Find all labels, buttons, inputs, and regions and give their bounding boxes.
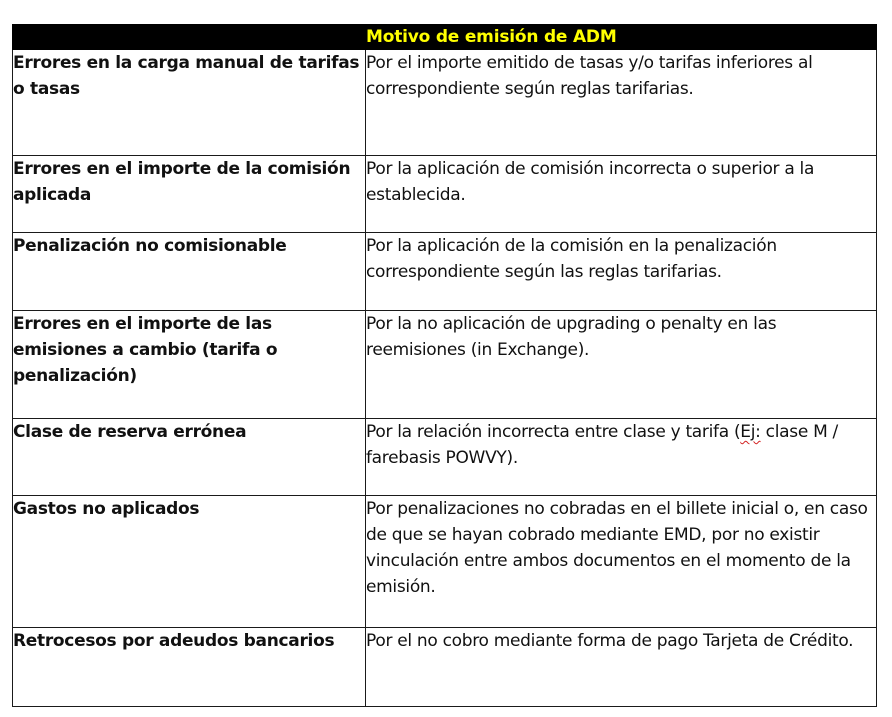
table-row: [13, 419, 877, 496]
row-category: Clase de reserva errónea: [13, 419, 366, 496]
row-category: Gastos no aplicados: [13, 496, 366, 628]
table-row: [13, 233, 877, 311]
table-row: [13, 311, 877, 419]
row-category: Errores en el importe de la comisión aplicada: [13, 156, 366, 233]
table-header-row: [13, 25, 877, 50]
description-part: Por la relación incorrecta entre clase y tarifa (: [366, 422, 741, 442]
table-row: [13, 156, 877, 233]
header-empty-cell: [13, 25, 366, 50]
row-description: Por el importe emitido de tasas y/o tarifas inferiores al correspondiente según reglas tarifarias.: [366, 50, 877, 156]
description-part: clase M / farebasis POWVY).: [366, 422, 838, 468]
row-category: Errores en el importe de las emisiones a cambio (tarifa o penalización): [13, 311, 366, 419]
row-category: Errores en la carga manual de tarifas o tasas: [13, 50, 366, 156]
table-row: [13, 50, 877, 156]
row-description: Por penalizaciones no cobradas en el billete inicial o, en caso de que se hayan cobrado mediante EMD, por no existir vinculación entre ambos documentos en el momento de la emisión.: [366, 496, 877, 628]
row-description: Por el no cobro mediante forma de pago Tarjeta de Crédito.: [366, 628, 877, 707]
table-header-title: Motivo de emisión de ADM: [366, 25, 877, 50]
row-description: Por la aplicación de comisión incorrecta o superior a la establecida.: [366, 156, 877, 233]
row-description: [366, 419, 877, 496]
row-category: Penalización no comisionable: [13, 233, 366, 311]
table-row: [13, 628, 877, 707]
table-row: [13, 496, 877, 628]
row-category: Retrocesos por adeudos bancarios: [13, 628, 366, 707]
row-description: Por la aplicación de la comisión en la penalización correspondiente según las reglas tarifarias.: [366, 233, 877, 311]
spellcheck-marked-word: Ej:: [740, 422, 761, 442]
adm-reasons-table: [12, 24, 877, 707]
row-description: Por la no aplicación de upgrading o penalty en las reemisiones (in Exchange).: [366, 311, 877, 419]
